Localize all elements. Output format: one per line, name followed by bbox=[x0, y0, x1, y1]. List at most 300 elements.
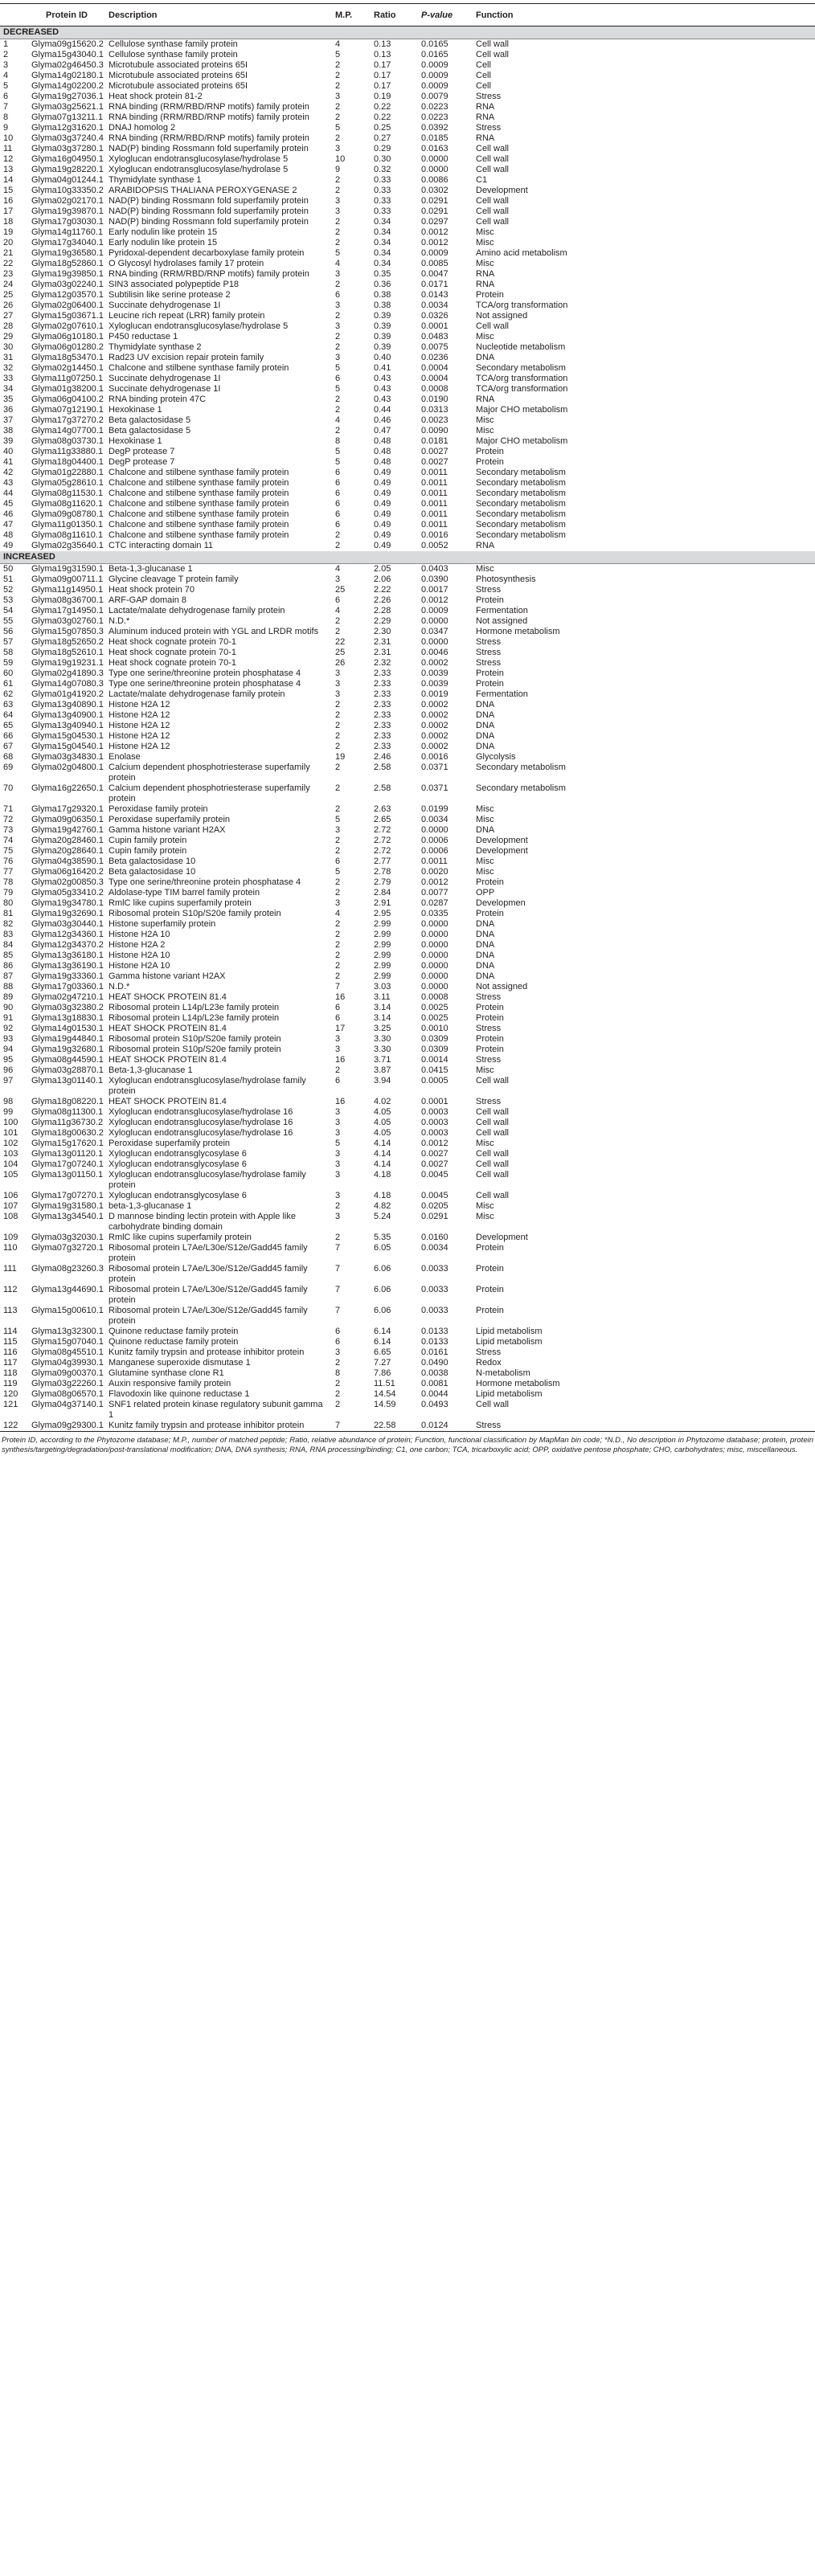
cell-ratio: 3.25 bbox=[374, 1024, 391, 1033]
cell-mp: 2 bbox=[335, 961, 341, 971]
cell-function: Development bbox=[476, 836, 528, 845]
table-row bbox=[0, 951, 815, 961]
table-row bbox=[0, 1400, 815, 1421]
cell-mp: 2 bbox=[335, 700, 341, 709]
cell-mp: 2 bbox=[335, 731, 341, 741]
cell-num: 92 bbox=[3, 1024, 14, 1033]
table-row bbox=[0, 919, 815, 930]
cell-pvalue: 0.0012 bbox=[421, 227, 448, 237]
cell-protein-id: Glyma06g16420.2 bbox=[31, 867, 104, 877]
cell-protein-id: Glyma02g06400.1 bbox=[31, 301, 104, 310]
cell-pvalue: 0.0052 bbox=[421, 541, 448, 550]
cell-protein-id: Glyma03g30440.1 bbox=[31, 919, 104, 929]
cell-num: 40 bbox=[3, 447, 14, 456]
cell-num: 105 bbox=[3, 1170, 18, 1180]
cell-mp: 4 bbox=[335, 259, 341, 268]
cell-ratio: 6.06 bbox=[374, 1264, 391, 1274]
table-row bbox=[0, 992, 815, 1003]
cell-description: Heat shock protein 81-2 bbox=[109, 92, 203, 101]
cell-pvalue: 0.0016 bbox=[421, 530, 448, 540]
cell-protein-id: Glyma03g32030.1 bbox=[31, 1233, 104, 1242]
cell-protein-id: Glyma19g42760.1 bbox=[31, 825, 104, 835]
cell-protein-id: Glyma01g22880.1 bbox=[31, 468, 104, 477]
cell-mp: 2 bbox=[335, 186, 341, 195]
cell-pvalue: 0.0291 bbox=[421, 206, 448, 216]
cell-ratio: 2.22 bbox=[374, 585, 391, 595]
cell-pvalue: 0.0133 bbox=[421, 1327, 448, 1336]
cell-protein-id: Glyma02g47210.1 bbox=[31, 992, 104, 1002]
table-row bbox=[0, 395, 815, 405]
cell-num: 17 bbox=[3, 206, 14, 216]
table-row bbox=[0, 825, 815, 836]
cell-mp: 3 bbox=[335, 825, 341, 835]
cell-function: Secondary metabolism bbox=[476, 530, 566, 540]
cell-pvalue: 0.0039 bbox=[421, 669, 448, 678]
cell-protein-id: Glyma09g00370.1 bbox=[31, 1368, 104, 1378]
header-description: Description bbox=[105, 4, 332, 27]
table-row bbox=[0, 321, 815, 332]
cell-pvalue: 0.0011 bbox=[421, 478, 448, 488]
cell-function: Stress bbox=[476, 123, 502, 133]
cell-description: N.D.* bbox=[109, 982, 130, 992]
cell-function: DNA bbox=[476, 919, 495, 929]
cell-function: Not assigned bbox=[476, 982, 528, 992]
cell-mp: 6 bbox=[335, 1003, 341, 1012]
table-row bbox=[0, 1107, 815, 1118]
cell-function: Cell wall bbox=[476, 206, 509, 216]
cell-mp: 3 bbox=[335, 1212, 341, 1221]
table-row bbox=[0, 763, 815, 783]
cell-protein-id: Glyma03g22260.1 bbox=[31, 1379, 104, 1388]
table-row bbox=[0, 616, 815, 627]
cell-ratio: 22.58 bbox=[371, 1421, 418, 1432]
cell-mp: 2 bbox=[335, 804, 341, 814]
table-row bbox=[0, 731, 815, 742]
cell-protein-id: Glyma17g03360.1 bbox=[31, 982, 104, 992]
table-row bbox=[0, 227, 815, 238]
cell-mp: 6 bbox=[335, 1076, 341, 1086]
table-row bbox=[0, 175, 815, 186]
cell-description: Gamma histone variant H2AX bbox=[109, 971, 226, 981]
cell-mp: 7 bbox=[332, 1421, 371, 1432]
cell-pvalue: 0.0000 bbox=[421, 616, 448, 626]
cell-ratio: 2.46 bbox=[374, 752, 391, 762]
cell-pvalue: 0.0005 bbox=[421, 1076, 448, 1086]
cell-function: Misc bbox=[476, 426, 494, 435]
table-row bbox=[0, 606, 815, 616]
cell-mp: 2 bbox=[335, 877, 341, 887]
cell-mp: 3 bbox=[335, 301, 341, 310]
cell-mp: 8 bbox=[335, 1368, 341, 1378]
cell-pvalue: 0.0019 bbox=[421, 689, 448, 699]
cell-function: Misc bbox=[476, 564, 494, 574]
cell-protein-id: Glyma18g52860.1 bbox=[31, 259, 104, 268]
cell-protein-id: Glyma13g40890.1 bbox=[31, 700, 104, 709]
cell-pvalue: 0.0000 bbox=[421, 961, 448, 971]
cell-function: Stress bbox=[473, 1421, 815, 1432]
cell-ratio: 2.72 bbox=[374, 825, 391, 835]
cell-protein-id: Glyma02g07610.1 bbox=[31, 321, 104, 331]
cell-description: D mannose binding lectin protein with Apple like carbohydrate binding domain bbox=[109, 1212, 296, 1232]
header-function: Function bbox=[473, 4, 815, 27]
cell-ratio: 2.33 bbox=[374, 689, 391, 699]
cell-function: Secondary metabolism bbox=[476, 489, 566, 498]
cell-ratio: 4.05 bbox=[374, 1107, 391, 1117]
cell-protein-id: Glyma17g07240.1 bbox=[31, 1159, 104, 1169]
cell-ratio: 0.39 bbox=[374, 311, 391, 321]
cell-ratio: 2.05 bbox=[374, 564, 391, 574]
cell-num: 12 bbox=[3, 154, 14, 164]
cell-mp: 16 bbox=[335, 1097, 346, 1106]
cell-num: 51 bbox=[3, 574, 14, 584]
cell-num: 110 bbox=[3, 1243, 18, 1253]
cell-protein-id: Glyma15g07040.1 bbox=[31, 1337, 104, 1347]
cell-description: Peroxidase family protein bbox=[109, 804, 208, 814]
cell-description: Histone H2A 12 bbox=[109, 731, 170, 741]
table-row bbox=[0, 415, 815, 426]
cell-ratio: 3.87 bbox=[374, 1065, 391, 1075]
cell-function: Protein bbox=[476, 1013, 504, 1023]
cell-mp: 2 bbox=[335, 742, 341, 751]
cell-protein-id: Glyma02g02170.1 bbox=[31, 196, 104, 206]
cell-pvalue: 0.0011 bbox=[421, 509, 448, 519]
cell-description: Microtubule associated proteins 65I bbox=[109, 71, 248, 80]
cell-pvalue: 0.0011 bbox=[421, 857, 448, 866]
cell-pvalue: 0.0002 bbox=[421, 658, 448, 668]
table-row bbox=[0, 1201, 815, 1212]
cell-pvalue: 0.0165 bbox=[421, 39, 448, 49]
table-row bbox=[0, 898, 815, 909]
cell-ratio: 0.25 bbox=[374, 123, 391, 133]
cell-ratio: 0.49 bbox=[374, 468, 391, 477]
table-header bbox=[0, 4, 815, 27]
cell-pvalue: 0.0001 bbox=[421, 321, 448, 331]
cell-function: Cell wall bbox=[476, 1128, 509, 1138]
cell-pvalue: 0.0001 bbox=[421, 1097, 448, 1106]
table-row bbox=[0, 499, 815, 509]
table-row bbox=[0, 742, 815, 752]
cell-pvalue: 0.0079 bbox=[421, 92, 448, 101]
cell-pvalue: 0.0009 bbox=[421, 71, 448, 80]
cell-function: Misc bbox=[476, 1065, 494, 1075]
cell-pvalue: 0.0000 bbox=[421, 154, 448, 164]
cell-protein-id: Glyma19g39870.1 bbox=[31, 206, 104, 216]
cell-num: 22 bbox=[3, 259, 14, 268]
cell-mp: 4 bbox=[335, 39, 341, 49]
cell-mp: 5 bbox=[335, 457, 341, 467]
cell-description: RNA binding (RRM/RBD/RNP motifs) family protein bbox=[109, 102, 309, 112]
cell-num: 11 bbox=[3, 144, 13, 153]
cell-function: DNA bbox=[476, 742, 495, 751]
cell-mp: 2 bbox=[335, 763, 341, 772]
table-row bbox=[0, 783, 815, 804]
cell-description: Flavodoxin like quinone reductase 1 bbox=[109, 1389, 250, 1399]
table-row bbox=[0, 374, 815, 384]
cell-protein-id: Glyma14g07700.1 bbox=[31, 426, 104, 435]
cell-num: 118 bbox=[3, 1368, 18, 1378]
cell-description: Peroxidase superfamily protein bbox=[109, 1139, 231, 1148]
cell-description: Hexokinase 1 bbox=[109, 436, 162, 446]
cell-ratio: 2.99 bbox=[374, 930, 391, 939]
table-row bbox=[0, 867, 815, 877]
cell-num: 80 bbox=[3, 898, 14, 908]
cell-function: Cell bbox=[476, 60, 491, 70]
table-row bbox=[0, 815, 815, 825]
cell-pvalue: 0.0347 bbox=[421, 627, 448, 636]
cell-ratio: 2.33 bbox=[374, 710, 391, 720]
cell-pvalue: 0.0025 bbox=[421, 1003, 448, 1012]
cell-protein-id: Glyma05g33410.2 bbox=[31, 888, 104, 898]
cell-function: Cell wall bbox=[476, 321, 509, 331]
table-row bbox=[0, 982, 815, 992]
cell-function: Misc bbox=[476, 415, 494, 425]
cell-description: Chalcone and stilbene synthase family protein bbox=[109, 499, 289, 509]
cell-num: 7 bbox=[3, 102, 9, 112]
cell-pvalue: 0.0313 bbox=[421, 405, 448, 415]
cell-mp: 3 bbox=[335, 1128, 341, 1138]
cell-mp: 9 bbox=[335, 165, 341, 174]
cell-description: Aldolase-type TIM barrel family protein bbox=[109, 888, 260, 898]
cell-protein-id: Glyma08g45510.1 bbox=[31, 1347, 104, 1357]
cell-num: 9 bbox=[3, 123, 9, 133]
cell-num: 15 bbox=[3, 186, 14, 195]
cell-function: Secondary metabolism bbox=[476, 509, 566, 519]
cell-protein-id: Glyma09g06350.1 bbox=[31, 815, 104, 824]
cell-pvalue: 0.0025 bbox=[421, 1013, 448, 1023]
cell-ratio: 6.06 bbox=[374, 1285, 391, 1294]
cell-ratio: 2.33 bbox=[374, 679, 391, 689]
table-row bbox=[0, 217, 815, 227]
cell-pvalue: 0.0011 bbox=[421, 468, 448, 477]
cell-pvalue: 0.0027 bbox=[421, 457, 448, 467]
cell-description: NAD(P) binding Rossmann fold superfamily protein bbox=[109, 217, 309, 227]
table-row bbox=[0, 280, 815, 290]
cell-num: 73 bbox=[3, 825, 14, 835]
cell-protein-id: Glyma19g32690.1 bbox=[31, 909, 104, 918]
cell-mp: 3 bbox=[335, 1034, 341, 1044]
cell-pvalue: 0.0291 bbox=[421, 196, 448, 206]
cell-protein-id: Glyma13g32300.1 bbox=[31, 1327, 104, 1336]
cell-function: Misc bbox=[476, 867, 494, 877]
cell-pvalue: 0.0000 bbox=[421, 940, 448, 950]
cell-pvalue: 0.0006 bbox=[421, 846, 448, 856]
cell-pvalue: 0.0161 bbox=[421, 1347, 448, 1357]
table-row bbox=[0, 290, 815, 301]
cell-num: 41 bbox=[3, 457, 14, 467]
cell-num: 58 bbox=[3, 648, 14, 657]
cell-description: Beta galactosidase 5 bbox=[109, 415, 191, 425]
section-row bbox=[0, 27, 815, 39]
cell-description: Xyloglucan endotransglucosylase/hydrolase 16 bbox=[109, 1128, 293, 1138]
cell-function: Misc bbox=[476, 1139, 494, 1148]
cell-pvalue: 0.0004 bbox=[421, 363, 448, 373]
cell-ratio: 2.99 bbox=[374, 971, 391, 981]
cell-ratio: 0.17 bbox=[374, 81, 391, 91]
cell-mp: 6 bbox=[335, 857, 341, 866]
cell-mp: 3 bbox=[335, 92, 341, 101]
table-row bbox=[0, 112, 815, 123]
table-row bbox=[0, 342, 815, 353]
table-row bbox=[0, 269, 815, 280]
cell-num: 69 bbox=[3, 763, 14, 772]
cell-protein-id: Glyma17g34040.1 bbox=[31, 238, 104, 247]
cell-mp: 2 bbox=[335, 133, 341, 143]
cell-ratio: 2.78 bbox=[374, 867, 391, 877]
cell-function: Misc bbox=[476, 804, 494, 814]
cell-protein-id: Glyma19g36580.1 bbox=[31, 248, 104, 258]
cell-mp: 3 bbox=[335, 669, 341, 678]
cell-protein-id: Glyma07g32720.1 bbox=[31, 1243, 104, 1253]
cell-description: Ribosomal protein L7Ae/L30e/S12e/Gadd45 family protein bbox=[109, 1306, 308, 1326]
cell-mp: 3 bbox=[335, 321, 341, 331]
table-row bbox=[0, 520, 815, 530]
cell-mp: 3 bbox=[335, 1347, 341, 1357]
table-row bbox=[0, 1149, 815, 1159]
table-row bbox=[0, 1024, 815, 1034]
cell-ratio: 7.27 bbox=[374, 1358, 391, 1368]
cell-pvalue: 0.0034 bbox=[421, 301, 448, 310]
cell-function: Protein bbox=[476, 290, 504, 300]
cell-function: Hormone metabolism bbox=[476, 1379, 560, 1388]
cell-ratio: 0.46 bbox=[374, 415, 391, 425]
cell-pvalue: 0.0011 bbox=[421, 499, 448, 509]
cell-ratio: 0.19 bbox=[374, 92, 391, 101]
cell-pvalue: 0.0291 bbox=[421, 1212, 448, 1221]
cell-pvalue: 0.0335 bbox=[421, 909, 448, 918]
table-row bbox=[0, 1191, 815, 1201]
cell-mp: 7 bbox=[335, 1306, 341, 1315]
cell-function: Misc bbox=[476, 815, 494, 824]
cell-ratio: 0.48 bbox=[374, 457, 391, 467]
cell-function: RNA bbox=[476, 133, 495, 143]
cell-description: Microtubule associated proteins 65I bbox=[109, 60, 248, 70]
cell-pvalue: 0.0326 bbox=[421, 311, 448, 321]
cell-function: DNA bbox=[476, 825, 495, 835]
cell-pvalue: 0.0016 bbox=[421, 752, 448, 762]
cell-protein-id: Glyma17g29320.1 bbox=[31, 804, 104, 814]
cell-description: SIN3 associated polypeptide P18 bbox=[109, 280, 240, 289]
cell-protein-id: Glyma13g36180.1 bbox=[31, 951, 104, 960]
cell-function: Nucleotide metabolism bbox=[476, 342, 566, 352]
cell-ratio: 2.33 bbox=[374, 721, 391, 730]
cell-mp: 17 bbox=[335, 1024, 346, 1033]
cell-protein-id: Glyma14g07080.3 bbox=[31, 679, 104, 689]
cell-description: Thymidylate synthase 2 bbox=[109, 342, 202, 352]
cell-num: 8 bbox=[3, 112, 9, 122]
cell-ratio: 0.43 bbox=[374, 374, 391, 383]
table-row bbox=[0, 311, 815, 321]
cell-num: 101 bbox=[3, 1128, 18, 1138]
cell-function: Protein bbox=[476, 1045, 504, 1054]
cell-description: Quinone reductase family protein bbox=[109, 1337, 239, 1347]
table-row bbox=[0, 92, 815, 102]
cell-num: 77 bbox=[3, 867, 14, 877]
cell-description: Histone superfamily protein bbox=[109, 919, 216, 929]
cell-ratio: 2.29 bbox=[374, 616, 391, 626]
cell-function: DNA bbox=[476, 353, 495, 362]
table-row bbox=[0, 1118, 815, 1128]
cell-description: CTC interacting domain 11 bbox=[109, 541, 214, 550]
cell-ratio: 4.14 bbox=[374, 1149, 391, 1159]
cell-description: Beta galactosidase 10 bbox=[109, 867, 196, 877]
header-num bbox=[0, 4, 28, 27]
cell-mp: 3 bbox=[335, 1149, 341, 1159]
cell-protein-id: Glyma09g15620.2 bbox=[31, 39, 104, 49]
cell-ratio: 2.91 bbox=[374, 898, 391, 908]
cell-num: 63 bbox=[3, 700, 14, 709]
cell-description: Subtilisin like serine protease 2 bbox=[109, 290, 231, 300]
cell-protein-id: Glyma08g23260.3 bbox=[31, 1264, 104, 1274]
cell-function: Protein bbox=[476, 1034, 504, 1044]
cell-mp: 6 bbox=[335, 290, 341, 300]
cell-mp: 4 bbox=[335, 564, 341, 574]
cell-function: Developmen bbox=[476, 898, 526, 908]
cell-ratio: 0.30 bbox=[374, 154, 391, 164]
cell-protein-id: Glyma08g44590.1 bbox=[31, 1055, 104, 1065]
cell-pvalue: 0.0392 bbox=[421, 123, 448, 133]
cell-ratio: 0.33 bbox=[374, 175, 391, 185]
cell-ratio: 2.33 bbox=[374, 700, 391, 709]
table-row bbox=[0, 1421, 815, 1432]
table-row bbox=[0, 1233, 815, 1243]
cell-description: HEAT SHOCK PROTEIN 81.4 bbox=[109, 992, 227, 1002]
cell-num: 54 bbox=[3, 606, 14, 615]
cell-protein-id: Glyma19g34780.1 bbox=[31, 898, 104, 908]
cell-mp: 6 bbox=[335, 478, 341, 488]
cell-description: Aluminum induced protein with YGL and LRDR motifs bbox=[109, 627, 319, 636]
cell-mp: 5 bbox=[335, 50, 341, 59]
cell-pvalue: 0.0033 bbox=[421, 1285, 448, 1294]
cell-pvalue: 0.0034 bbox=[421, 815, 448, 824]
cell-protein-id: Glyma03g02760.1 bbox=[31, 616, 104, 626]
cell-num: 16 bbox=[3, 196, 14, 206]
cell-mp: 25 bbox=[335, 585, 346, 595]
cell-pvalue: 0.0163 bbox=[421, 144, 448, 153]
cell-num: 13 bbox=[3, 165, 14, 174]
cell-pvalue: 0.0190 bbox=[421, 395, 448, 404]
cell-description: Chalcone and stilbene synthase family protein bbox=[109, 509, 289, 519]
cell-description: Type one serine/threonine protein phosphatase 4 bbox=[109, 877, 301, 887]
cell-num: 100 bbox=[3, 1118, 18, 1127]
section-label: DECREASED bbox=[0, 27, 815, 39]
cell-num: 85 bbox=[3, 951, 14, 960]
cell-num: 117 bbox=[3, 1358, 18, 1368]
cell-description: Leucine rich repeat (LRR) family protein bbox=[109, 311, 265, 321]
cell-pvalue: 0.0014 bbox=[421, 1055, 448, 1065]
table-row bbox=[0, 248, 815, 259]
cell-mp: 7 bbox=[335, 982, 341, 992]
cell-ratio: 0.38 bbox=[374, 290, 391, 300]
cell-pvalue: 0.0003 bbox=[421, 1118, 448, 1127]
cell-description: Heat shock cognate protein 70-1 bbox=[109, 658, 236, 668]
cell-description: DegP protease 7 bbox=[109, 457, 175, 467]
cell-protein-id: Glyma17g03030.1 bbox=[31, 217, 104, 227]
cell-num: 20 bbox=[3, 238, 14, 247]
cell-mp: 4 bbox=[335, 415, 341, 425]
cell-pvalue: 0.0033 bbox=[421, 1306, 448, 1315]
cell-protein-id: Glyma19g28220.1 bbox=[31, 165, 104, 174]
cell-pvalue: 0.0181 bbox=[421, 436, 448, 446]
cell-num: 84 bbox=[3, 940, 14, 950]
cell-protein-id: Glyma18g52650.2 bbox=[31, 637, 104, 647]
cell-protein-id: Glyma15g03671.1 bbox=[31, 311, 104, 321]
cell-pvalue: 0.0009 bbox=[421, 248, 448, 258]
cell-description: HEAT SHOCK PROTEIN 81.4 bbox=[109, 1097, 227, 1106]
cell-function: Protein bbox=[476, 447, 504, 456]
cell-ratio: 2.72 bbox=[374, 836, 391, 845]
cell-description: P450 reductase 1 bbox=[109, 332, 178, 341]
cell-function: Stress bbox=[476, 1097, 502, 1106]
